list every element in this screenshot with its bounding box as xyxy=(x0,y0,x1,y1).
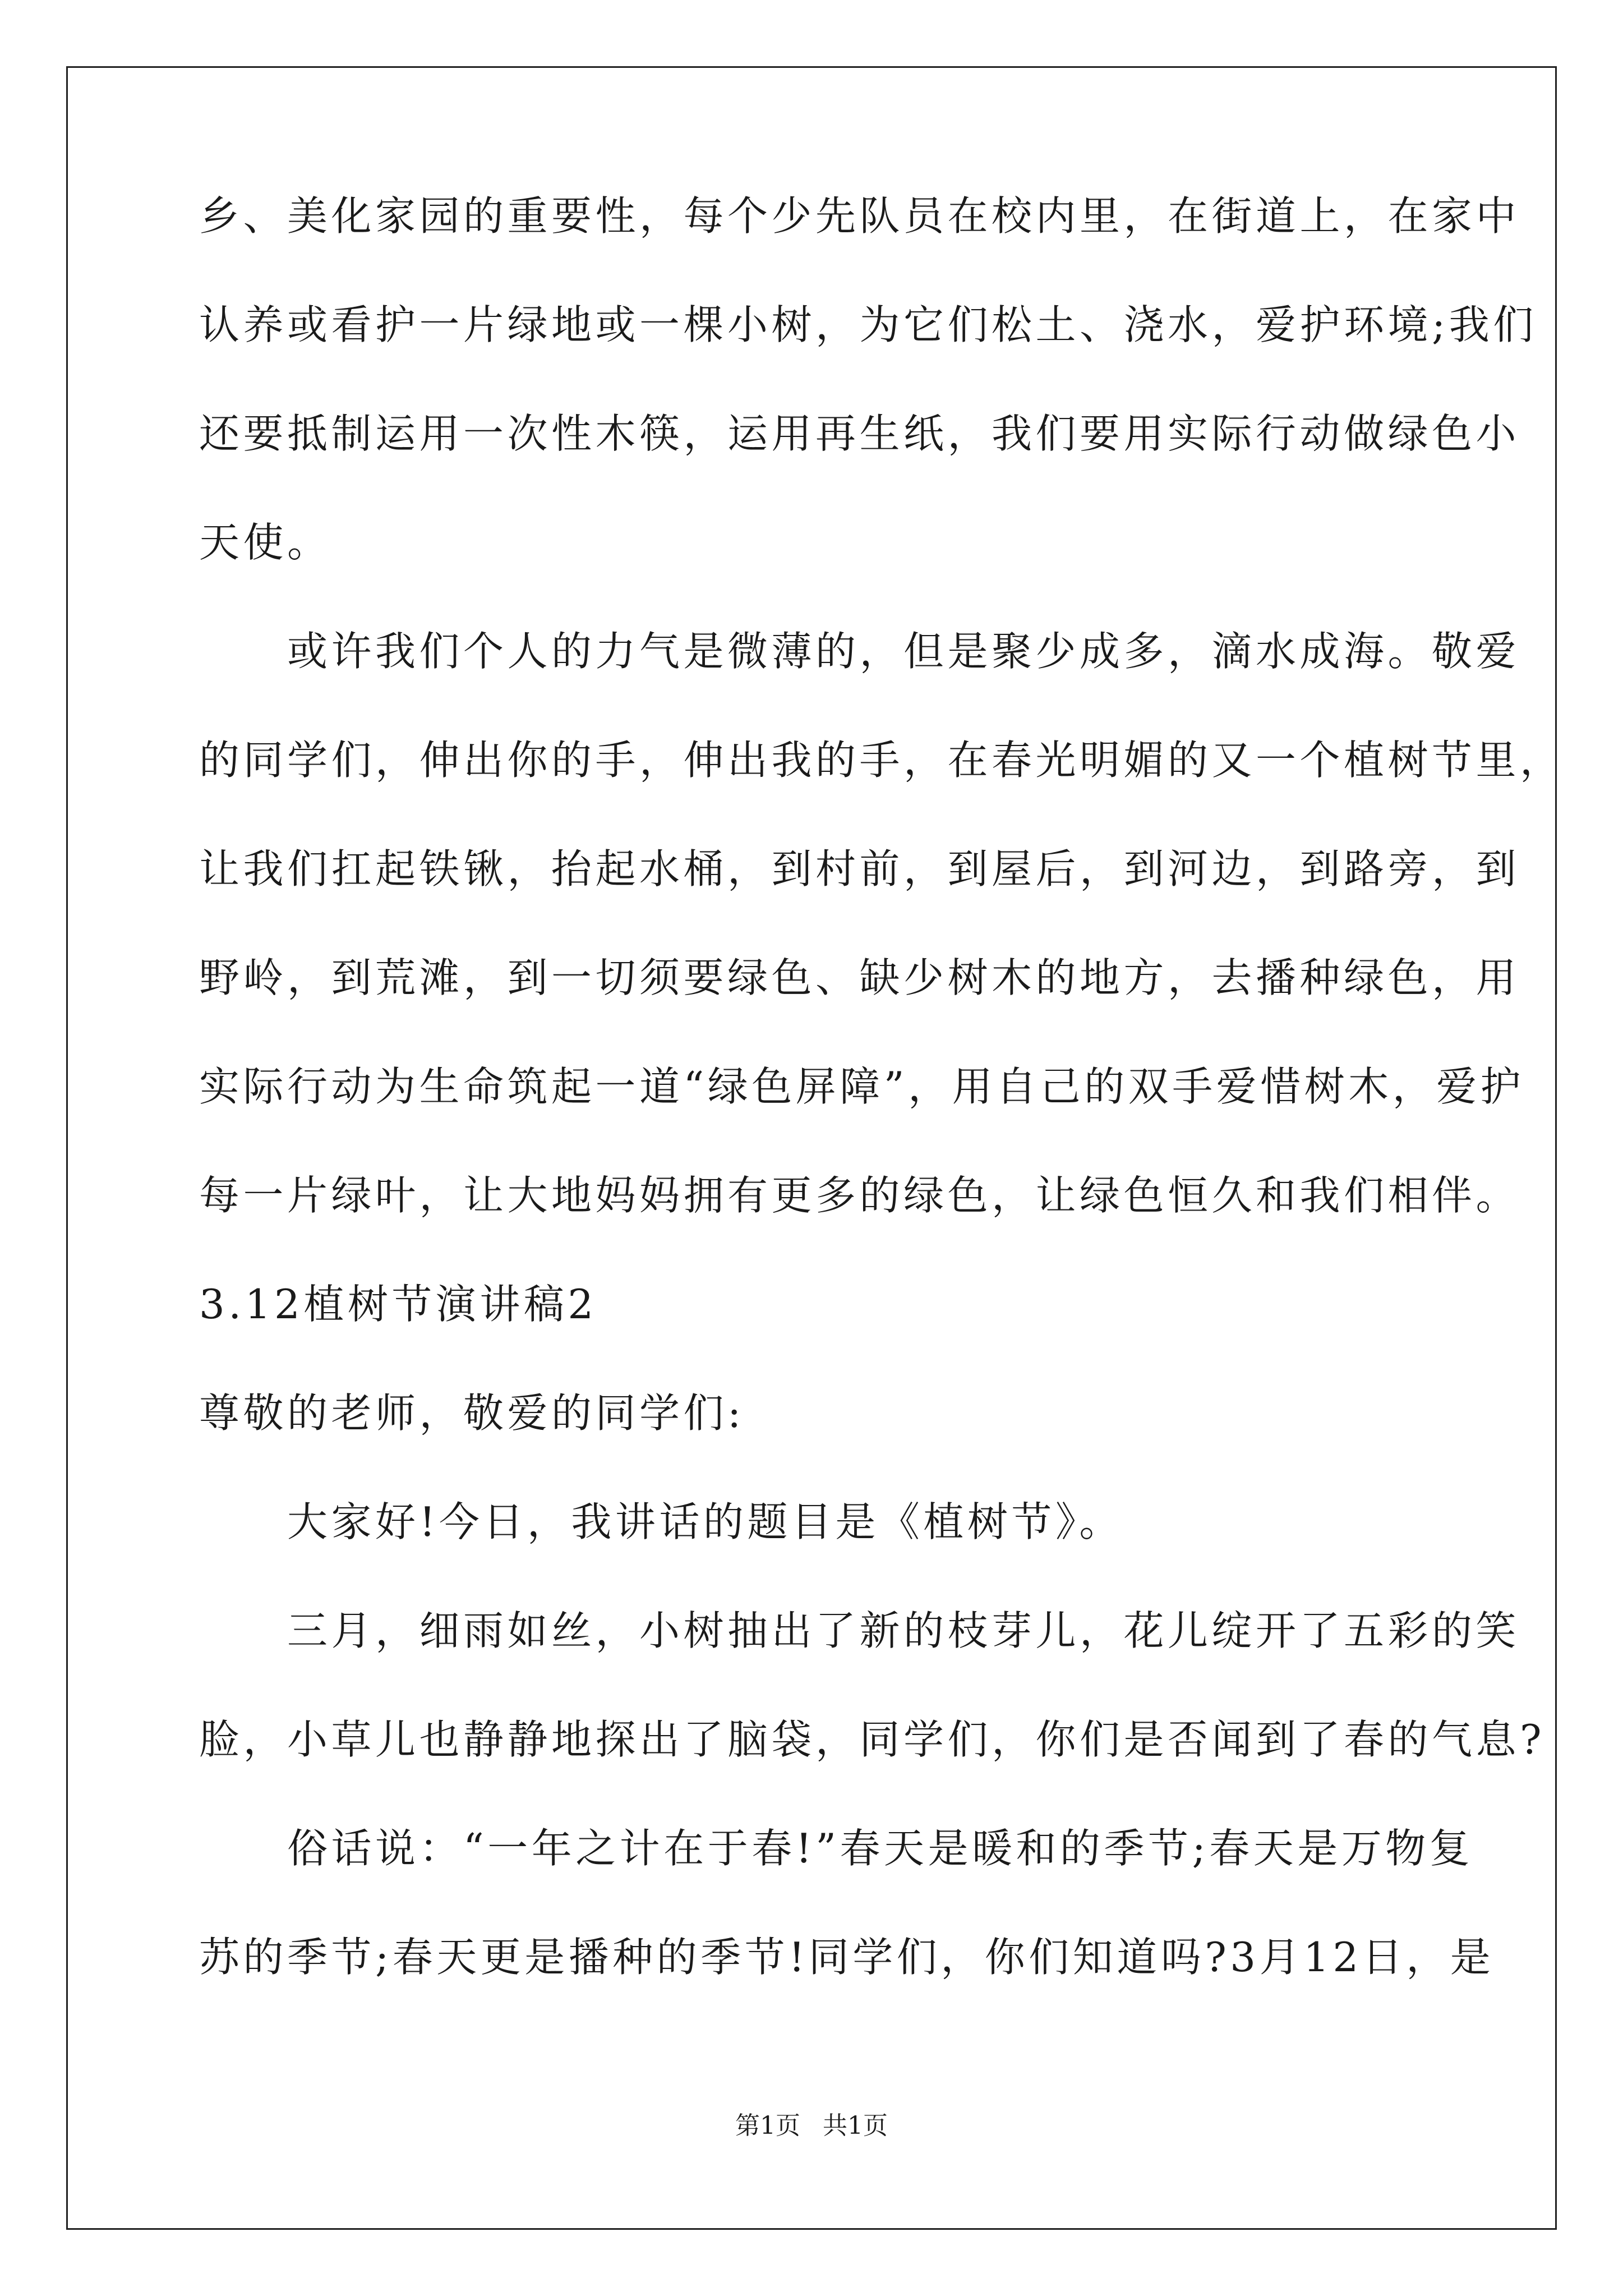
text-line: 大家好!今日，我讲话的题目是《植树节》。 xyxy=(199,1498,1123,1545)
page-number: 第1页 xyxy=(735,2111,800,2140)
text-line: 认养或看护一片绿地或一棵小树，为它们松土、浇水，爱护环境;我们 xyxy=(199,301,1537,348)
section-heading: 3.12植树节演讲稿2 xyxy=(199,1281,597,1328)
salutation: 尊敬的老师，敬爱的同学们: xyxy=(199,1389,745,1437)
text-line: 野岭，到荒滩，到一切须要绿色、缺少树木的地方，去播种绿色，用 xyxy=(199,954,1520,1001)
page-total: 共1页 xyxy=(823,2111,888,2140)
text-line: 的同学们，伸出你的手，伸出我的手，在春光明媚的又一个植树节里， xyxy=(199,737,1564,784)
text-line: 实际行动为生命筑起一道“绿色屏障”，用自己的双手爱惜树木，爱护 xyxy=(199,1063,1525,1110)
text-line: 让我们扛起铁锹，抬起水桶，到村前，到屋后，到河边，到路旁，到 xyxy=(199,845,1520,892)
text-line: 俗话说：“一年之计在于春!”春天是暖和的季节;春天是万物复 xyxy=(199,1825,1474,1872)
page-footer xyxy=(0,2109,1623,2143)
text-line: 苏的季节;春天更是播种的季节!同学们，你们知道吗?3月12日，是 xyxy=(199,1934,1495,1981)
text-line: 乡、美化家园的重要性，每个少先队员在校内里，在街道上，在家中 xyxy=(199,192,1520,240)
text-line: 天使。 xyxy=(199,519,331,566)
text-line: 或许我们个人的力气是微薄的，但是聚少成多，滴水成海。敬爱 xyxy=(199,628,1520,675)
text-line: 还要抵制运用一次性木筷，运用再生纸，我们要用实际行动做绿色小 xyxy=(199,410,1520,457)
text-line: 三月，细雨如丝，小树抽出了新的枝芽儿，花儿绽开了五彩的笑 xyxy=(199,1607,1520,1654)
page-border xyxy=(66,66,1557,2230)
text-line: 每一片绿叶，让大地妈妈拥有更多的绿色，让绿色恒久和我们相伴。 xyxy=(199,1172,1520,1219)
text-line: 脸，小草儿也静静地探出了脑袋，同学们，你们是否闻到了春的气息? xyxy=(199,1716,1546,1763)
